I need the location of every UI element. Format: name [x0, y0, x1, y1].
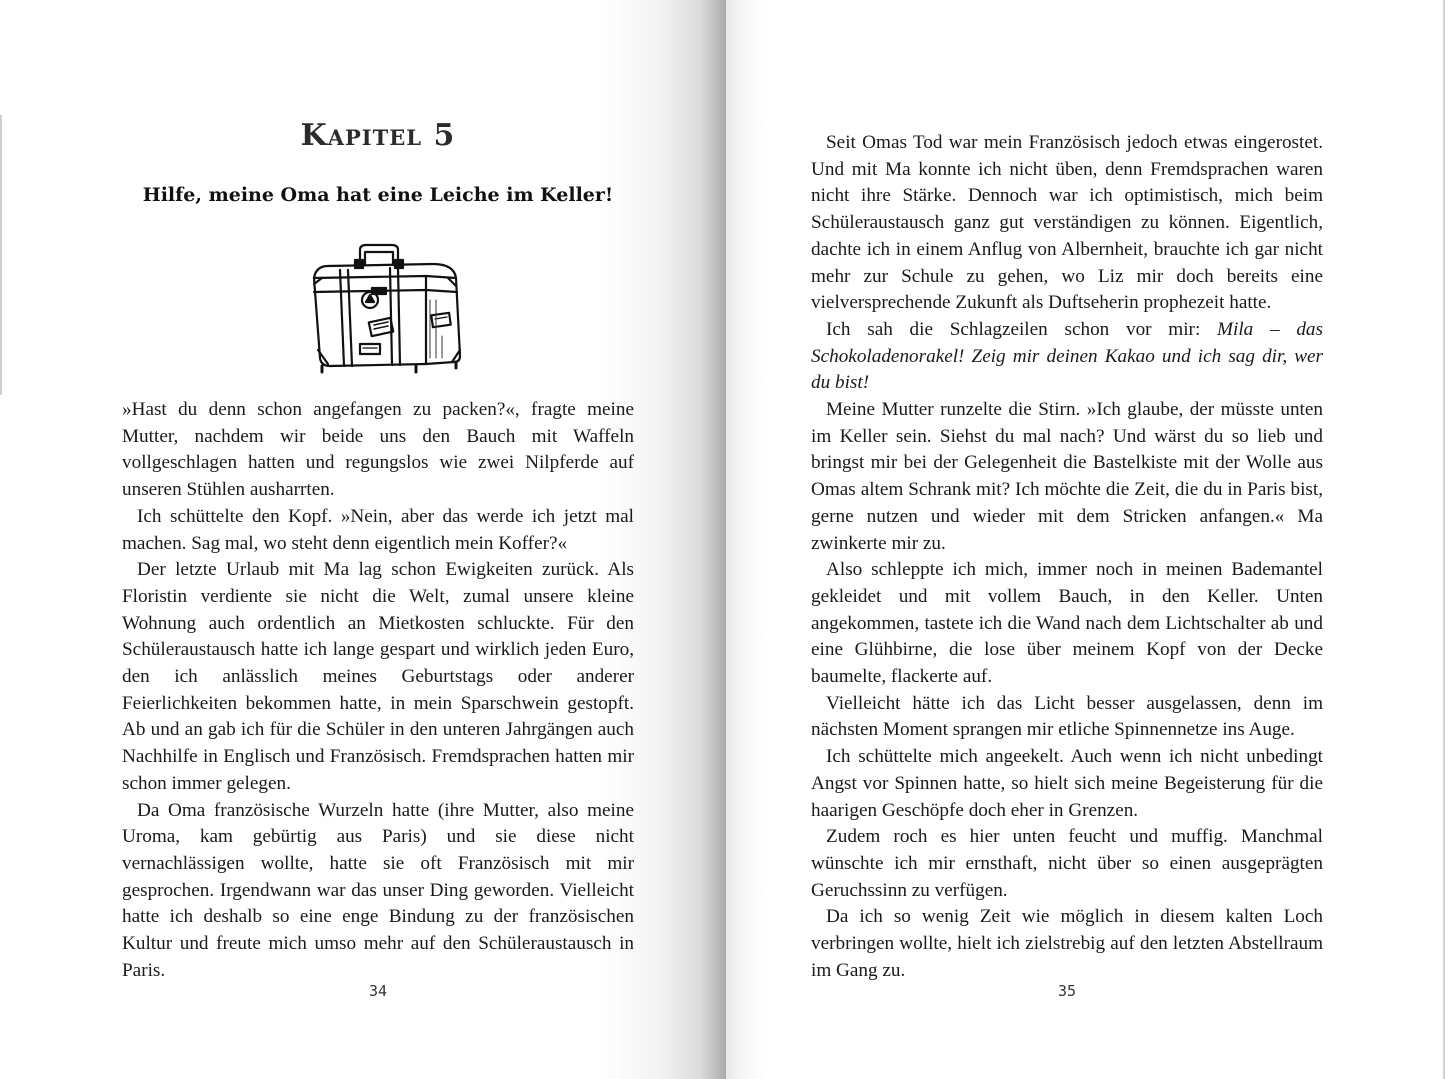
paragraph: »Hast du denn schon angefangen zu packen?«, fragte meine Mutter, nachdem wir beide uns den Bauch mit Waffeln vollgeschlagen hatten und regungslos wie zwei Nilpferde auf unseren Stühlen ausharrten. — [122, 399, 634, 501]
paragraph: Ich schüttelte den Kopf. »Nein, aber das werde ich jetzt mal machen. Sag mal, wo steht denn eigentlich mein Koffer?« — [122, 505, 634, 554]
page-edge-left — [0, 115, 2, 395]
paragraph: Der letzte Urlaub mit Ma lag schon Ewigkeiten zurück. Als Floristin verdiente sie nicht die Welt, zumal unsere kleine Wohnung auch ordentlich an Mietkosten schluckte. Für den Schüleraustausch hatte ich lange gespart und wirklich jeden Euro, den ich anlässlich meines Geburtstags oder anderer Feierlichkeiten bekommen hatte, in mein Sparschwein gestopft. Ab und an gab ich für die Schüler in den unteren Jahrgängen auch Nachhilfe in Englisch und Französisch. Fremdsprachen hatten mir schon immer gelegen. — [122, 559, 634, 794]
paragraph: Da ich so wenig Zeit wie möglich in diesem kalten Loch verbringen wollte, hielt ich zielstrebig auf den letzten Abstellraum im Gang zu. — [811, 906, 1323, 981]
suitcase-illustration — [308, 240, 468, 380]
chapter-subtitle: Hilfe, meine Oma hat eine Leiche im Keller! — [142, 184, 614, 206]
paragraph: Seit Omas Tod war mein Französisch jedoch etwas eingerostet. Und mit Ma konnte ich nicht üben, denn Fremdsprachen waren nicht ihre Stärke. Dennoch war ich optimistisch, mich beim Schüleraustausch ganz gut verständigen zu können. Eigentlich, dachte ich in einem Anflug von Albernheit, brauchte ich gar nicht mehr zur Schule zu gehen, wo Liz mir doch bereits eine vielversprechende Zukunft als Duftseherin prophezeit hatte. — [811, 132, 1323, 314]
chapter-title: Kapitel 5 — [300, 118, 456, 153]
headline-italic: Mila – das Schokoladenorakel! Zeig mir deinen Kakao und ich sag dir, wer du bist! — [811, 318, 1323, 394]
page-number-left: 34 — [368, 982, 388, 1000]
paragraph: Zudem roch es hier unten feucht und muffig. Manchmal wünschte ich mir ernsthaft, nicht über so einen ausgeprägten Geruchssinn zu verfügen. — [811, 826, 1323, 901]
left-page-body — [122, 397, 634, 984]
paragraph: Da Oma französische Wurzeln hatte (ihre Mutter, also meine Uroma, kam gebürtig aus Paris) und sie diese nicht vernachlässigen wollte, hatte sie oft Französisch mit mir gesprochen. Irgendwann war das unser Ding geworden. Vielleicht hatte ich deshalb so eine enge Bindung zu der französischen Kultur und freute mich umso mehr auf den Schüleraustausch in Paris. — [122, 799, 634, 981]
right-page-body — [811, 130, 1323, 985]
paragraph-lead: Ich sah die Schlagzeilen schon vor mir: — [826, 318, 1218, 340]
paragraph-with-headline — [811, 317, 1323, 397]
paragraph: Vielleicht hätte ich das Licht besser ausgelassen, denn im nächsten Moment sprangen mir etliche Spinnennetze ins Auge. — [811, 692, 1323, 741]
page-number-right: 35 — [1057, 982, 1077, 1000]
paragraph: Also schleppte ich mich, immer noch in meinen Bademantel gekleidet und mit vollem Bauch, in den Keller. Unten angekommen, tastete ich die Wand nach dem Lichtschalter ab und eine Glühbirne, die lose über meinem Kopf von der Decke baumelte, flackerte auf. — [811, 559, 1323, 688]
paragraph: Meine Mutter runzelte die Stirn. »Ich glaube, der müsste unten im Keller sein. Siehst du mal nach? Und wärst du so lieb und bringst mir bei der Gelegenheit die Bastelkiste mit der Wolle aus Omas altem Schrank mit? Ich möchte die Zeit, die du in Paris bist, gerne nutzen und wieder mit dem Stricken anfangen.« Ma zwinkerte mir zu. — [811, 399, 1323, 554]
paragraph: Ich schüttelte mich angeekelt. Auch wenn ich nicht unbedingt Angst vor Spinnen hatte, so hielt sich meine Begeisterung für die haarigen Geschöpfe doch eher in Grenzen. — [811, 746, 1323, 821]
